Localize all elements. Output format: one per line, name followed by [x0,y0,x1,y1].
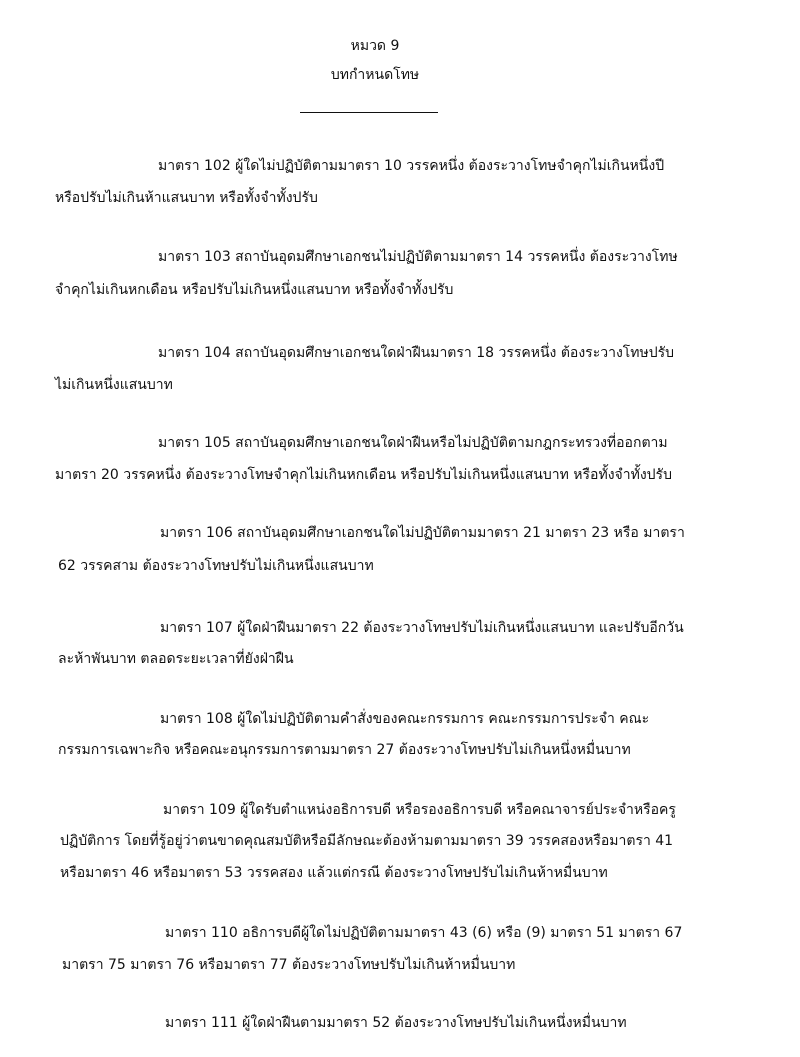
section-line: กรรมการเฉพาะกิจ หรือคณะอนุกรรมการตามมาตรา 27 ต้องระวางโทษปรับไม่เกินหนึ่งหมื่นบาท [58,742,631,758]
section-line: มาตรา 75 มาตรา 76 หรือมาตรา 77 ต้องระวางโทษปรับไม่เกินห้าหมื่นบาท [62,957,516,973]
section-line: จำคุกไม่เกินหกเดือน หรือปรับไม่เกินหนึ่งแสนบาท หรือทั้งจำทั้งปรับ [55,282,454,298]
chapter-title: บทกำหนดโทษ [330,67,420,83]
section-line: มาตรา 107 ผู้ใดฝ่าฝืนมาตรา 22 ต้องระวางโทษปรับไม่เกินหนึ่งแสนบาท และปรับอีกวัน [160,620,684,636]
section-line: มาตรา 111 ผู้ใดฝ่าฝืนตามมาตรา 52 ต้องระวางโทษปรับไม่เกินหนึ่งหมื่นบาท [165,1015,627,1031]
section-line: มาตรา 102 ผู้ใดไม่ปฏิบัติตามมาตรา 10 วรรคหนึ่ง ต้องระวางโทษจำคุกไม่เกินหนึ่งปี [158,158,665,174]
section-line: หรือปรับไม่เกินห้าแสนบาท หรือทั้งจำทั้งปรับ [55,190,318,206]
section-line: มาตรา 103 สถาบันอุดมศึกษาเอกชนไม่ปฏิบัติตามมาตรา 14 วรรคหนึ่ง ต้องระวางโทษ [158,249,678,265]
section-line: มาตรา 105 สถาบันอุดมศึกษาเอกชนใดฝ่าฝืนหรือไม่ปฏิบัติตามกฎกระทรวงที่ออกตาม [158,435,668,451]
heading-divider [300,112,438,113]
section-line: หรือมาตรา 46 หรือมาตรา 53 วรรคสอง แล้วแต่กรณี ต้องระวางโทษปรับไม่เกินห้าหมื่นบาท [60,865,608,881]
chapter-number: หมวด 9 [350,38,400,54]
section-line: มาตรา 104 สถาบันอุดมศึกษาเอกชนใดฝ่าฝืนมาตรา 18 วรรคหนึ่ง ต้องระวางโทษปรับ [158,345,675,361]
section-line: มาตรา 108 ผู้ใดไม่ปฏิบัติตามคำสั่งของคณะกรรมการ คณะกรรมการประจำ คณะ [160,711,650,727]
section-line: ปฏิบัติการ โดยที่รู้อยู่ว่าตนขาดคุณสมบัติหรือมีลักษณะต้องห้ามตามมาตรา 39 วรรคสองหรือมาตรา 41 [60,833,674,849]
section-line: 62 วรรคสาม ต้องระวางโทษปรับไม่เกินหนึ่งแสนบาท [58,558,374,574]
section-line: มาตรา 106 สถาบันอุดมศึกษาเอกชนใดไม่ปฏิบัติตามมาตรา 21 มาตรา 23 หรือ มาตรา [160,525,685,541]
section-line: มาตรา 20 วรรคหนึ่ง ต้องระวางโทษจำคุกไม่เกินหกเดือน หรือปรับไม่เกินหนึ่งแสนบาท หรือทั้งจำทั้งปรับ [55,467,672,483]
section-line: ไม่เกินหนึ่งแสนบาท [55,377,173,393]
section-line: มาตรา 109 ผู้ใดรับตำแหน่งอธิการบดี หรือรองอธิการบดี หรือคณาจารย์ประจำหรือครู [163,802,676,818]
section-line: ละห้าพันบาท ตลอดระยะเวลาที่ยังฝ่าฝืน [58,651,294,667]
section-line: มาตรา 110 อธิการบดีผู้ใดไม่ปฏิบัติตามมาตรา 43 (6) หรือ (9) มาตรา 51 มาตรา 67 [165,925,683,941]
